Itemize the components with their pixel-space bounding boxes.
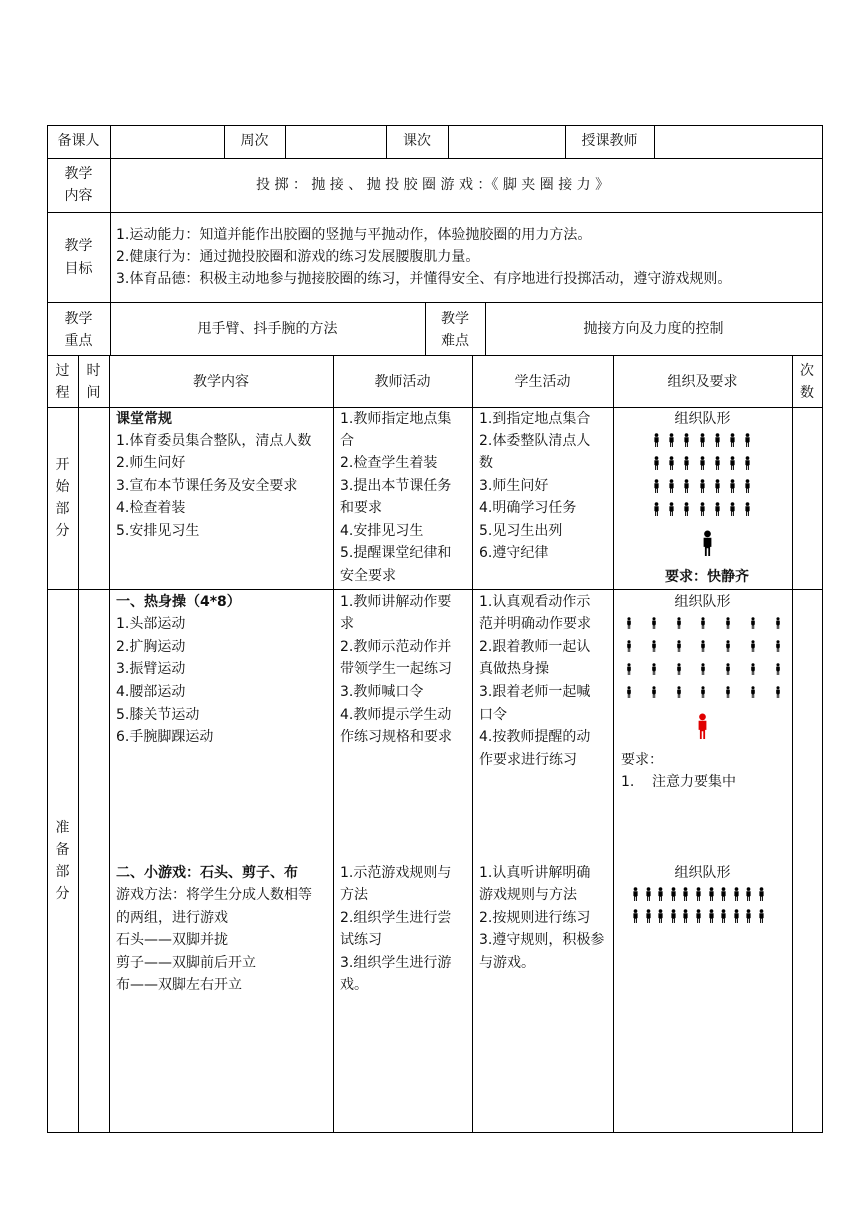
start-teacher-line: 和要求 xyxy=(340,500,382,516)
student-figure xyxy=(744,433,751,447)
content-text: 投 掷 ： 抛 接 、 抛 投 胶 圈 游 戏 ：《 脚 夹 圈 接 力 》 xyxy=(256,177,610,193)
goal-item: 3.体育品德：积极主动地参与抛接胶圈的练习，并懂得安全、有序地进行投掷活动，遵守游戏规则。 xyxy=(116,271,732,287)
student-figure xyxy=(653,433,660,447)
student-figure xyxy=(651,662,657,676)
difficulty-text: 抛接方向及力度的控制 xyxy=(583,321,724,337)
warmup-item: 3.振臂运动 xyxy=(116,661,186,677)
warmup-student-line: 范并明确动作要求 xyxy=(479,616,591,632)
game-student-line: 2.按规则进行练习 xyxy=(479,910,591,926)
goals-label-1: 教学 xyxy=(64,238,93,254)
goal-item: 2.健康行为：通过抛投胶圈和游戏的练习发展腰腹肌力量。 xyxy=(116,249,480,265)
start-content-item: 4.检查着装 xyxy=(116,500,186,516)
warmup-req-label: 要求： xyxy=(621,752,663,768)
start-org-requirement: 要求：快静齐 xyxy=(665,569,749,585)
prep-label-char: 备 xyxy=(55,842,70,858)
student-figure xyxy=(626,662,632,676)
student-figure xyxy=(657,887,664,901)
student-figure xyxy=(775,685,781,699)
game-line: 的两组，进行游戏 xyxy=(116,910,228,926)
content-label-2: 内容 xyxy=(64,188,93,204)
student-figure xyxy=(729,456,736,470)
game-line: 剪子——双脚前后开立 xyxy=(116,955,256,971)
start-teacher-line: 2.检查学生着装 xyxy=(340,455,438,471)
prep-label-char: 分 xyxy=(55,886,70,902)
col-organization: 组织及要求 xyxy=(667,374,738,390)
col-student: 学生活动 xyxy=(514,374,571,390)
student-figure xyxy=(683,502,690,516)
teacher-figure xyxy=(701,530,714,556)
student-figure xyxy=(653,502,660,516)
start-org-title: 组织队形 xyxy=(674,411,731,427)
game-student-line: 与游戏。 xyxy=(479,955,535,971)
student-figure xyxy=(699,456,706,470)
col-time-1: 时 xyxy=(86,363,101,379)
student-figure xyxy=(683,479,690,493)
start-label-char: 开 xyxy=(55,457,70,473)
student-figure xyxy=(745,909,752,923)
preparer-label: 备课人 xyxy=(57,133,100,149)
student-figure xyxy=(708,887,715,901)
keypoint-label-1: 教学 xyxy=(64,311,93,327)
student-figure xyxy=(695,887,702,901)
student-figure xyxy=(733,887,740,901)
game-teacher-line: 戏。 xyxy=(340,977,368,993)
game-teacher-line: 方法 xyxy=(340,887,368,903)
student-figure xyxy=(725,662,731,676)
student-figure xyxy=(626,685,632,699)
game-teacher-line: 试练习 xyxy=(340,932,382,948)
student-figure xyxy=(700,685,706,699)
warmup-item: 6.手腕脚踝运动 xyxy=(116,729,214,745)
difficulty-label-2: 难点 xyxy=(441,333,469,349)
student-figure xyxy=(682,909,689,923)
content-label-1: 教学 xyxy=(64,166,93,182)
student-figure xyxy=(714,433,721,447)
teacher-label: 授课教师 xyxy=(581,133,638,149)
start-student-line: 6.遵守纪律 xyxy=(479,545,549,561)
start-teacher-line: 3.提出本节课任务 xyxy=(340,478,452,494)
warmup-student-line: 3.跟着老师一起喊 xyxy=(479,684,591,700)
student-figure xyxy=(729,479,736,493)
student-figure xyxy=(676,616,682,630)
warmup-student-line: 真做热身操 xyxy=(479,661,549,677)
game-title: 二、小游戏：石头、剪子、布 xyxy=(116,865,298,881)
col-process-1: 过 xyxy=(55,363,70,379)
warmup-student-line: 1.认真观看动作示 xyxy=(479,594,591,610)
warmup-student-line: 口令 xyxy=(479,707,507,723)
start-label-char: 部 xyxy=(55,501,70,517)
student-figure xyxy=(714,456,721,470)
lesson-no-label: 课次 xyxy=(403,133,431,149)
warmup-teacher-line: 求 xyxy=(340,616,354,632)
prep-label-char: 准 xyxy=(55,820,70,836)
student-figure xyxy=(668,479,675,493)
student-figure xyxy=(683,433,690,447)
student-figure xyxy=(725,616,731,630)
keypoint-label-2: 重点 xyxy=(64,333,93,349)
start-label-char: 始 xyxy=(55,479,70,495)
game-teacher-line: 2.组织学生进行尝 xyxy=(340,910,452,926)
warmup-student-line: 2.跟着教师一起认 xyxy=(479,639,591,655)
goal-item: 1.运动能力：知道并能作出胶圈的竖抛与平抛动作，体验抛胶圈的用力方法。 xyxy=(116,227,592,243)
student-figure xyxy=(725,685,731,699)
student-figure xyxy=(632,887,639,901)
student-figure xyxy=(700,662,706,676)
student-figure xyxy=(720,909,727,923)
student-figure xyxy=(750,616,756,630)
student-figure xyxy=(744,502,751,516)
student-figure xyxy=(750,639,756,653)
student-figure xyxy=(775,616,781,630)
start-content-title: 课堂常规 xyxy=(116,411,172,427)
student-figure xyxy=(645,887,652,901)
warmup-teacher-line: 1.教师讲解动作要 xyxy=(340,594,452,610)
start-student-line: 5.见习生出列 xyxy=(479,523,563,539)
student-figure xyxy=(683,456,690,470)
student-figure xyxy=(733,909,740,923)
student-figure xyxy=(700,639,706,653)
start-content-item: 3.宣布本节课任务及安全要求 xyxy=(116,478,298,494)
student-figure xyxy=(676,685,682,699)
start-teacher-line: 4.安排见习生 xyxy=(340,523,424,539)
student-figure xyxy=(653,456,660,470)
warmup-item: 4.腰部运动 xyxy=(116,684,186,700)
student-figure xyxy=(695,909,702,923)
student-figure xyxy=(632,909,639,923)
game-teacher-line: 3.组织学生进行游 xyxy=(340,955,452,971)
warmup-org-title: 组织队形 xyxy=(674,594,731,610)
start-teacher-line: 安全要求 xyxy=(340,568,396,584)
student-figure xyxy=(699,502,706,516)
col-count-2: 数 xyxy=(800,385,814,401)
student-figure xyxy=(758,887,765,901)
student-figure xyxy=(775,662,781,676)
difficulty-label-1: 教学 xyxy=(441,311,469,327)
warmup-teacher-line: 4.教师提示学生动 xyxy=(340,707,452,723)
student-figure xyxy=(651,616,657,630)
student-figure xyxy=(700,616,706,630)
student-figure xyxy=(745,887,752,901)
keypoint-text: 甩手臂、抖手腕的方法 xyxy=(197,321,338,337)
warmup-student-line: 作要求进行练习 xyxy=(479,752,577,768)
game-student-line: 游戏规则与方法 xyxy=(479,887,577,903)
col-count-1: 次 xyxy=(800,363,814,379)
start-student-line: 4.明确学习任务 xyxy=(479,500,577,516)
student-figure xyxy=(651,639,657,653)
start-student-line: 3.师生问好 xyxy=(479,478,549,494)
game-student-line: 1.认真听讲解明确 xyxy=(479,865,591,881)
student-figure xyxy=(699,479,706,493)
col-teacher: 教师活动 xyxy=(374,374,431,390)
student-figure xyxy=(626,639,632,653)
student-figure xyxy=(720,887,727,901)
student-figure xyxy=(714,502,721,516)
warmup-teacher-line: 带领学生一起练习 xyxy=(340,661,452,677)
game-line: 游戏方法：将学生分成人数相等 xyxy=(116,887,312,903)
student-figure xyxy=(725,639,731,653)
student-figure xyxy=(708,909,715,923)
student-figure xyxy=(744,456,751,470)
student-figure xyxy=(668,502,675,516)
start-teacher-line: 合 xyxy=(340,433,354,449)
warmup-req-item: 注意力要集中 xyxy=(652,774,736,790)
start-student-line: 2.体委整队清点人 xyxy=(479,433,591,449)
student-figure xyxy=(645,909,652,923)
start-content-item: 1.体育委员集合整队，清点人数 xyxy=(116,433,312,449)
start-student-line: 1.到指定地点集合 xyxy=(479,411,591,427)
prep-label-char: 部 xyxy=(55,864,70,880)
student-figure xyxy=(699,433,706,447)
week-label: 周次 xyxy=(240,133,269,149)
warmup-teacher-line: 3.教师喊口令 xyxy=(340,684,424,700)
student-figure xyxy=(657,909,664,923)
student-figure xyxy=(744,479,751,493)
game-line: 石头——双脚并拢 xyxy=(116,932,228,948)
student-figure xyxy=(775,639,781,653)
start-teacher-line: 5.提醒课堂纪律和 xyxy=(340,545,452,561)
teacher-figure xyxy=(696,713,709,739)
warmup-item: 5.膝关节运动 xyxy=(116,707,200,723)
student-figure xyxy=(729,433,736,447)
student-figure xyxy=(682,887,689,901)
start-teacher-line: 1.教师指定地点集 xyxy=(340,411,452,427)
game-line: 布——双脚左右开立 xyxy=(116,977,242,993)
col-content: 教学内容 xyxy=(193,374,249,390)
student-figure xyxy=(651,685,657,699)
student-figure xyxy=(750,662,756,676)
student-figure xyxy=(670,887,677,901)
goals-label-2: 目标 xyxy=(64,261,93,277)
student-figure xyxy=(668,433,675,447)
student-figure xyxy=(668,456,675,470)
warmup-student-line: 4.按教师提醒的动 xyxy=(479,729,591,745)
warmup-title: 一、热身操（4*8） xyxy=(116,594,241,610)
warmup-teacher-line: 2.教师示范动作并 xyxy=(340,639,452,655)
start-label-char: 分 xyxy=(55,523,70,539)
start-content-item: 5.安排见习生 xyxy=(116,523,200,539)
start-content-item: 2.师生问好 xyxy=(116,455,186,471)
game-org-title: 组织队形 xyxy=(674,865,731,881)
student-figure xyxy=(729,502,736,516)
warmup-teacher-line: 作练习规格和要求 xyxy=(340,729,452,745)
student-figure xyxy=(676,639,682,653)
student-figure xyxy=(750,685,756,699)
game-teacher-line: 1.示范游戏规则与 xyxy=(340,865,452,881)
student-figure xyxy=(714,479,721,493)
student-figure xyxy=(653,479,660,493)
start-student-line: 数 xyxy=(479,455,493,471)
warmup-req-item-no: 1. xyxy=(621,774,635,790)
warmup-item: 2.扩胸运动 xyxy=(116,639,186,655)
student-figure xyxy=(676,662,682,676)
student-figure xyxy=(758,909,765,923)
student-figure xyxy=(626,616,632,630)
student-figure xyxy=(670,909,677,923)
warmup-item: 1.头部运动 xyxy=(116,616,186,632)
col-time-2: 间 xyxy=(86,385,101,401)
col-process-2: 程 xyxy=(55,385,70,401)
game-student-line: 3.遵守规则，积极参 xyxy=(479,932,605,948)
